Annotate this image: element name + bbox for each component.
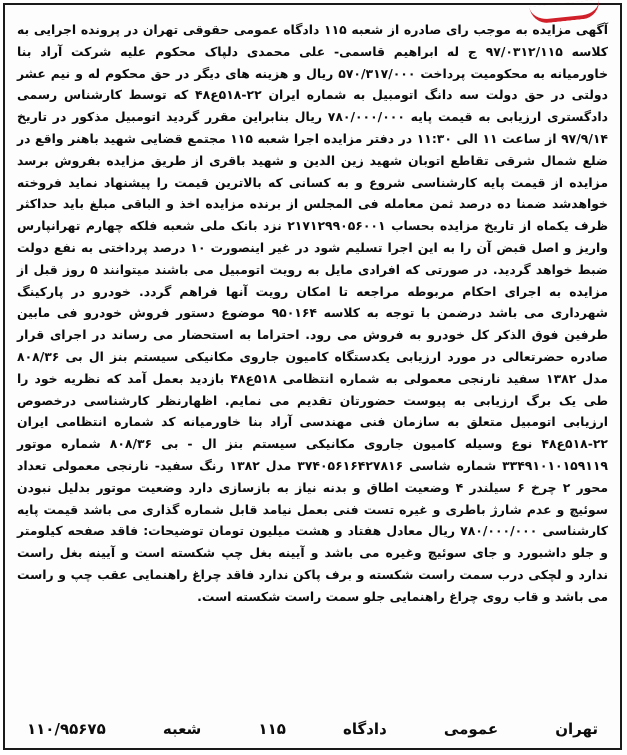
footer-general-label: عمومی bbox=[443, 720, 499, 738]
footer-branch-label: شعبه bbox=[162, 720, 202, 738]
footer-court-label: دادگاه bbox=[343, 720, 387, 738]
footer-ref-number: ۱۱۰/۹۵۶۷۵ bbox=[27, 720, 106, 738]
notice-frame bbox=[3, 3, 622, 750]
footer-city: تهران bbox=[555, 720, 598, 738]
notice-footer bbox=[17, 716, 608, 742]
notice-body: آگهی مزایده به موجب رای صادره از شعبه ۱۱۵ دادگاه عمومی حقوقی تهران در پرونده اجرایی به کلاسه ۹۷/۰۳۱۲/۱۱۵ ج له ابراهیم قاسمی- علی محمدی دلپاک محکوم علیه شرکت آراد بنا خاورمیانه به محکومیت پرداخت ۵۷۰/۳۱۷/۰۰۰ ریال و هزینه های دیگر در حق محکوم له و نیم عشر دولتی در حق دولت سه دانگ اتومبیل به شماره ایران ۲۲-۵۱۸ع۴۸ که توسط کارشناس رسمی دادگستری ارزیابی به قیمت پایه ۷۸۰/۰۰۰/۰۰۰ ریال بنابراین مقرر گردید اتومبیل مذکور در تاریخ ۹۷/۹/۱۴ از ساعت ۱۱ الی ۱۱:۳۰ در دفتر مزایده اجرا شعبه ۱۱۵ مجتمع قضایی شهید باهنر واقع در ضلع شمال شرقی تقاطع اتوبان شهید زین الدین و شهید باقری از طریق مزایده بفروش برسد مزایده از قیمت پایه کارشناسی شروع و به کسانی که بالاترین قیمت را پیشنهاد نماید فروخته خواهدشد ضمنا ده درصد ثمن معامله فی المجلس از برنده مزایده اخذ و الباقی مبلغ باید حداکثر ظرف یکماه از تاریخ مزایده بحساب ۲۱۷۱۲۹۹۰۵۶۰۰۱ نزد بانک ملی شعبه فلکه چهارم تهرانپارس واریز و اصل قبض آن را به این اجرا تسلیم شود در غیر اینصورت ۱۰ درصد پرداختی به نفع دولت ضبط خواهد گردید. در صورتی که افرادی مایل به رویت اتومبیل می باشند میتوانند ۵ روز قبل از مزایده به اجرای احکام مربوطه مراجعه تا امکان رویت آنها فراهم گردد. خودرو در پارکینگ شهرداری می باشد درضمن با توجه به کلاسه ۹۵۰۱۶۴ موضوع دستور فروش خودرو فی مابین طرفین فوق الذکر کل خودرو به فروش می رود. احتراما به استحضار می رساند در اجرای قرار صادره حضرتعالی در مورد ارزیابی یکدستگاه کامیون جاروی مکانیکی سیستم بنز ال بی ۸۰۸/۳۶ مدل ۱۳۸۲ سفید نارنجی معمولی به شماره انتظامی ۵۱۸ع۴۸ بازدید بعمل آمد که نظریه خود را طی یک برگ ارزیابی به پیوست حضورتان تقدیم می نمایم. اظهارنظر کارشناسی درخصوص ارزیابی اتومبیل متعلق به سازمان فنی مهندسی آراد بنا خاورمیانه کد شماره انتظامی ایران ۲۲-۵۱۸ع۴۸ نوع وسیله کامیون جاروی مکانیکی سیستم بنز ال - بی ۸۰۸/۳۶ شماره موتور ۳۳۴۹۱۰۱۰۱۵۹۱۱۹ شماره شاسی ۳۷۴۰۵۶۱۶۴۲۷۸۱۶ مدل ۱۳۸۲ رنگ سفید- نارنجی معمولی تعداد محور ۲ چرخ ۶ سیلندر ۴ وضعیت اطاق و بدنه نیاز به بازسازی دارد وضعیت موتور بدلیل نبودن سوئیچ و عدم شارژ باطری و غیره تست فنی بعمل نیامد قابل شماره گذاری می باشد قیمت پایه کارشناسی ۷۸۰/۰۰۰/۰۰۰ ریال معادل هفتاد و هشت میلیون تومان توضیحات: فاقد صفحه کیلومتر و جلو داشبورد و جای سوئیچ وغیره می باشد و آیینه بغل چپ شکسته است و آیینه بغل راست ندارد و لچکی درب سمت راست شکسته و برف پاکن ندارد فاقد چراغ راهنمایی عقب چپ و راست می باشد و قاب روی چراغ راهنمایی جلو سمت راست شکسته است. bbox=[17, 22, 609, 604]
footer-branch-number: ۱۱۵ bbox=[258, 720, 286, 738]
